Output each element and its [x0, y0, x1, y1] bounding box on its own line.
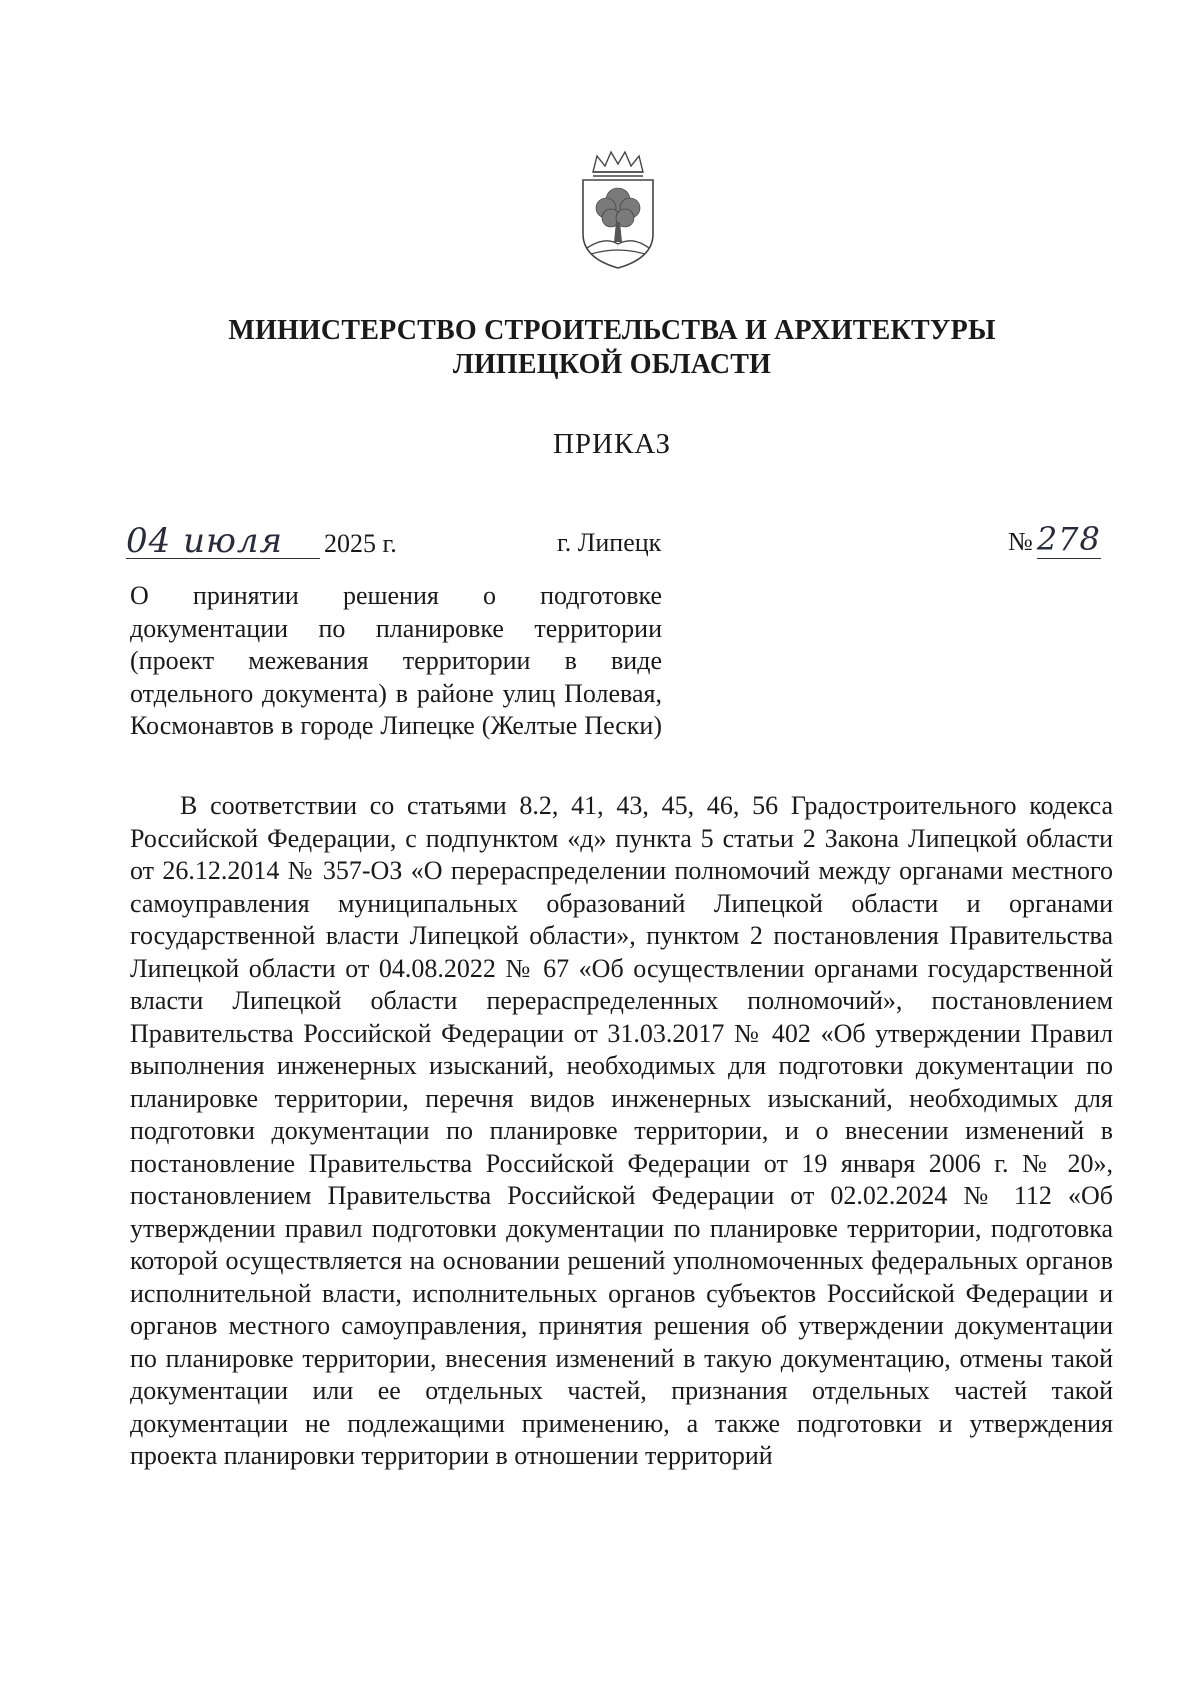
number-sign: № — [1008, 527, 1033, 556]
coat-of-arms-icon — [575, 150, 661, 274]
order-subject: О принятии решения о подготовке документации по планировке территории (проект межевания территории в виде отдельного документа) в районе улиц Полевая, Космонавтов в городе Липецке (Желтые Пески) — [130, 581, 662, 740]
order-date — [126, 521, 397, 561]
order-number — [1008, 520, 1101, 559]
handwritten-date: 04 июля — [126, 524, 320, 559]
ministry-name-line2: ЛИПЕЦКОЙ ОБЛАСТИ — [452, 349, 772, 380]
handwritten-number: 278 — [1036, 520, 1101, 558]
ministry-name-line1: МИНИСТЕРСТВО СТРОИТЕЛЬСТВА И АРХИТЕКТУРЫ — [228, 315, 996, 346]
city-name: г. Липецк — [557, 528, 662, 557]
document-type-title: ПРИКАЗ — [552, 428, 672, 460]
order-year: 2025 г. — [324, 529, 397, 558]
order-body-paragraph: В соответствии со статьями 8.2, 41, 43, 45, 46, 56 Градостроительного кодекса Российской Федерации, с подпунктом «д» пункта 5 статьи 2 Закона Липецкой области от 26.12.2014 № 357-ОЗ «О перераспределении полномочий между органами местного самоуправления муниципальных образований Липецкой области и органами государственной власти Липецкой области», пунктом 2 постановления Правительства Липецкой области от 04.08.2022 № 67 «Об осуществлении органами государственной власти Липецкой области перераспределенных полномочий», постановлением Правительства Российской Федерации от 31.03.2017 № 402 «Об утверждении Правил выполнения инженерных изысканий, необходимых для подготовки документации по планировке территории, перечня видов инженерных изысканий, необходимых для подготовки документации по планировке территории, и о внесении изменений в постановление Правительства Российской Федерации от 19 января 2006 г. № 20», постановлением Правительства Российской Федерации от 02.02.2024 № 112 «Об утверждении правил подготовки документации по планировке территории, подготовка которой осуществляется на основании решений уполномоченных федеральных органов исполнительной власти, исполнительных органов субъектов Российской Федерации и органов местного самоуправления, принятия решения об утверждении документации по планировке территории, внесения изменений в такую документацию, отмены такой документации или ее отдельных частей, признания отдельных частей такой документации не подлежащими применению, а также подготовки и утверждения проекта планировки территории в отношении территорий — [130, 791, 1113, 1470]
